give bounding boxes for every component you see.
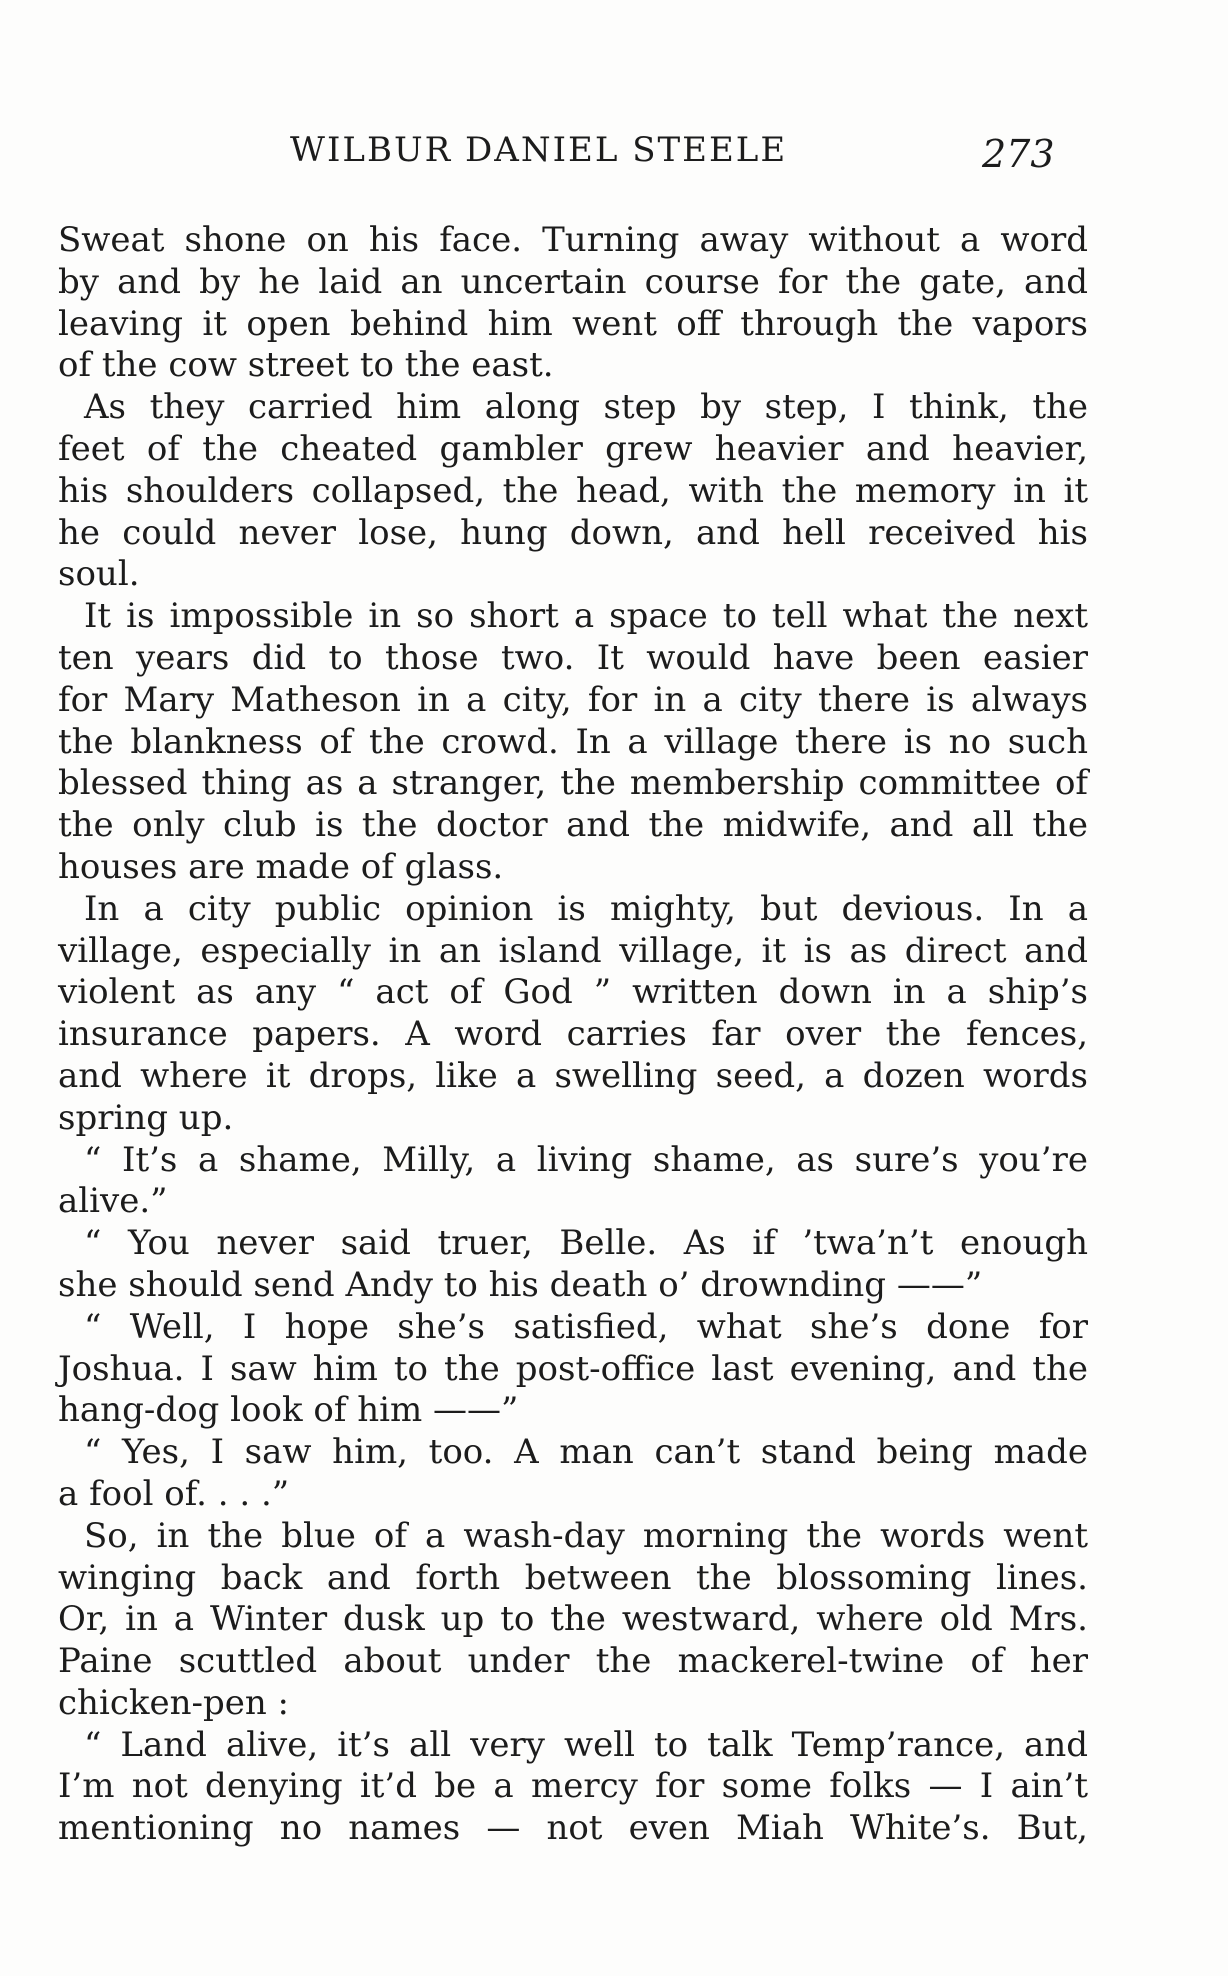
text-line: for Mary Matheson in a city, for in a city there is always	[58, 679, 1088, 720]
text-line: blessed thing as a stranger, the membership committee of	[58, 763, 1088, 804]
text-line: Paine scuttled about under the mackerel-twine of her	[58, 1641, 1088, 1682]
text-line: the blankness of the crowd. In a village there is no such	[58, 721, 1088, 762]
text-line: I’m not denying it’d be a mercy for some folks — I ain’t	[58, 1766, 1088, 1807]
text-line: houses are made of glass.	[58, 846, 504, 887]
text-line: of the cow street to the east.	[58, 345, 554, 386]
text-line: “ Well, I hope she’s satisfied, what she’s done for	[84, 1306, 1088, 1347]
page-number: 273	[982, 132, 1055, 176]
text-line: feet of the cheated gambler grew heavier and heavier,	[58, 428, 1088, 469]
text-line: his shoulders collapsed, the head, with the memory in it	[58, 470, 1088, 511]
running-title: WILBUR DANIEL STEELE	[290, 130, 788, 170]
text-line: village, especially in an island village, it is as direct and	[58, 930, 1088, 971]
text-line: soul.	[58, 554, 140, 595]
text-line: by and by he laid an uncertain course for the gate, and	[58, 261, 1088, 302]
text-line: As they carried him along step by step, I think, the	[84, 387, 1088, 428]
text-line: and where it drops, like a swelling seed, a dozen words	[58, 1055, 1088, 1096]
text-line: ten years did to those two. It would have been easier	[58, 637, 1088, 678]
text-line: a fool of. . . .”	[58, 1473, 290, 1514]
text-line: mentioning no names — not even Miah White’s. But,	[58, 1808, 1088, 1849]
text-line: Or, in a Winter dusk up to the westward, where old Mrs.	[58, 1599, 1088, 1640]
text-line: she should send Andy to his death o’ drownding ——”	[58, 1264, 983, 1305]
text-line: Joshua. I saw him to the post-office last evening, and the	[58, 1348, 1088, 1389]
text-line: chicken-pen :	[58, 1682, 290, 1723]
text-line: violent as any “ act of God ” written down in a ship’s	[58, 972, 1088, 1013]
text-line: “ You never said truer, Belle. As if ’twa’n’t enough	[84, 1223, 1088, 1264]
text-line: he could never lose, hung down, and hell received his	[58, 512, 1088, 553]
text-line: winging back and forth between the blossoming lines.	[58, 1557, 1088, 1598]
text-line: Sweat shone on his face. Turning away without a word	[58, 220, 1088, 260]
text-line: hang-dog look of him ——”	[58, 1390, 519, 1431]
text-line: alive.”	[58, 1181, 168, 1222]
text-line: “ It’s a shame, Milly, a living shame, as sure’s you’re	[84, 1139, 1088, 1180]
text-line: It is impossible in so short a space to tell what the next	[84, 596, 1088, 637]
text-line: insurance papers. A word carries far over the fences,	[58, 1014, 1088, 1055]
text-line: spring up.	[58, 1097, 234, 1138]
text-line: In a city public opinion is mighty, but devious. In a	[84, 888, 1088, 929]
text-line: the only club is the doctor and the midwife, and all the	[58, 805, 1088, 846]
text-line: “ Yes, I saw him, too. A man can’t stand being made	[84, 1432, 1088, 1473]
text-line: “ Land alive, it’s all very well to talk Temp’rance, and	[84, 1724, 1088, 1765]
text-line: leaving it open behind him went off through the vapors	[58, 303, 1088, 344]
text-line: So, in the blue of a wash-day morning the words went	[84, 1515, 1088, 1556]
body-text	[58, 220, 1088, 1850]
